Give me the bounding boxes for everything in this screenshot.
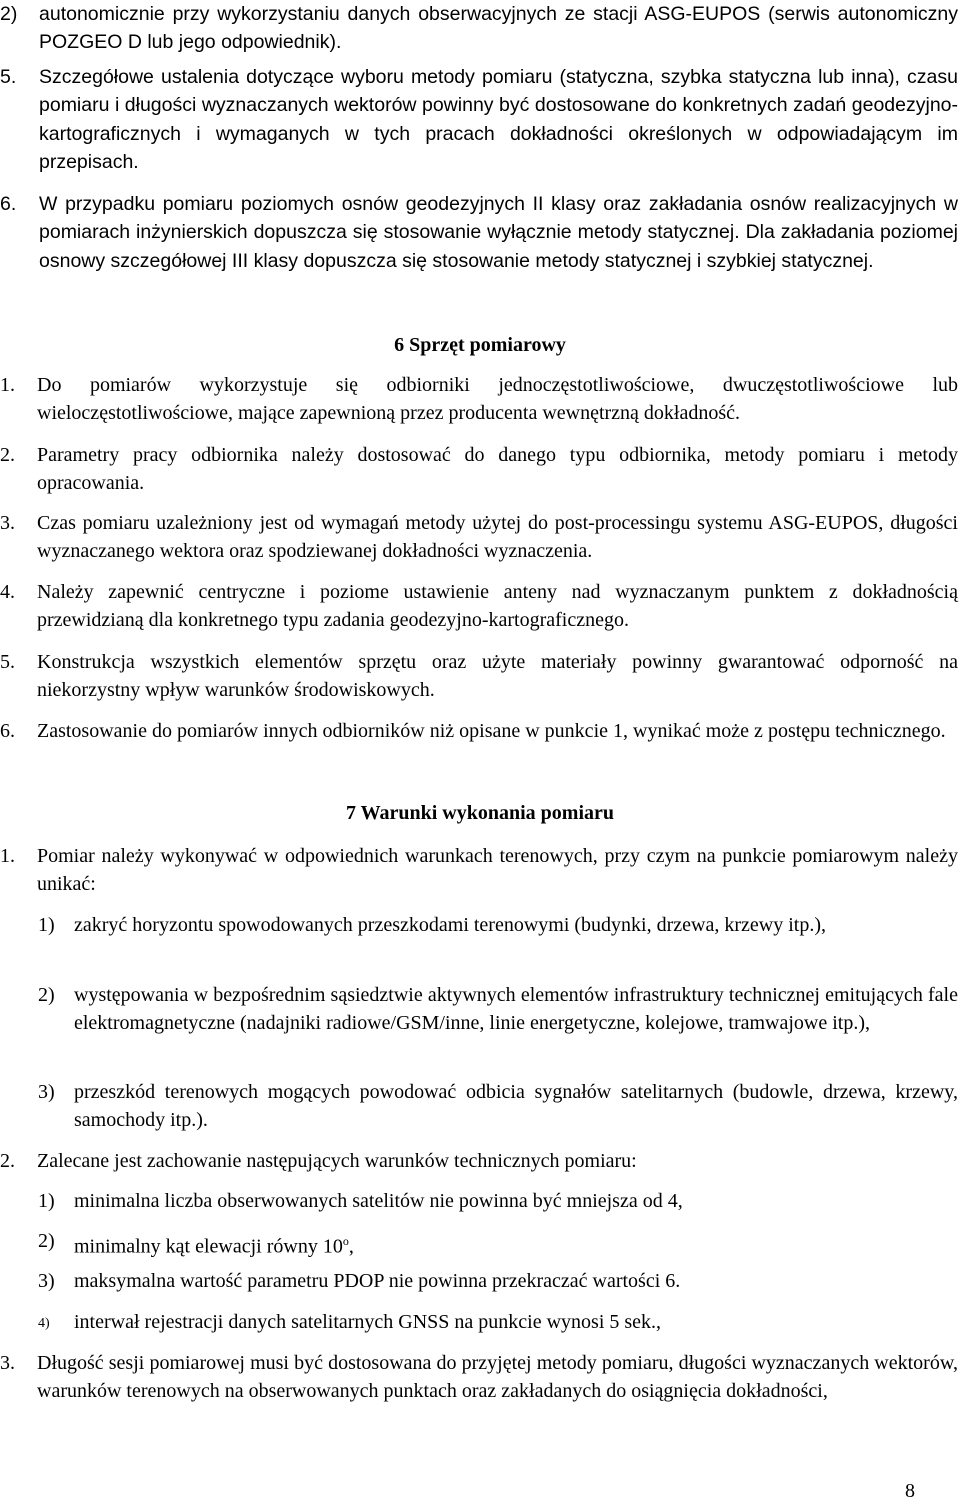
list-item [0,1349,958,1406]
item-number: 3. [0,512,15,534]
item-number: 2) [0,3,18,25]
item-number: 6. [0,193,17,215]
sub-item-number: 2) [38,984,55,1006]
sub-list-item [38,1267,958,1295]
list-item [0,190,958,275]
item-number: 4. [0,581,15,603]
sub-list-item [38,1227,958,1261]
sub-list-item [38,1078,958,1135]
item-text: Szczegółowe ustalenia dotyczące wyboru metody pomiaru (statyczna, szybka statyczna lub inna), czasu pomiaru i długości wyznaczanych wektorów powinny być dostosowane do konkretnych zadań geodezyjno-kartograficznych i wymaganych w tych pracach dokładności określonych w odpowiadającym im przepisach. [39,66,958,173]
sub-item-number: 2) [38,1230,55,1252]
item-text: Parametry pracy odbiornika należy dostosować do danego typu odbiornika, metody pomiaru i metody opracowania. [37,444,958,495]
sub-item-text: przeszkód terenowych mogących powodować odbicia sygnałów satelitarnych (budowle, drzewa, krzewy, samochody itp.). [74,1081,958,1132]
list-item [0,63,958,176]
item-number: 5. [0,66,17,88]
sub-item-number: 4) [38,1316,50,1331]
item-text: Czas pomiaru uzależniony jest od wymagań metody użytej do post-processingu systemu ASG-EUPOS, długości wyznaczanego wektora oraz spodziewanej dokładności wyznaczenia. [37,512,958,563]
elevation-suffix: , [348,1235,354,1258]
item-number: 2. [0,444,15,466]
sub-item-number: 3) [38,1081,55,1103]
item-text: Pomiar należy wykonywać w odpowiednich warunkach terenowych, przy czym na punkcie pomiarowym należy unikać: [37,845,958,896]
item-text: autonomicznie przy wykorzystaniu danych obserwacyjnych ze stacji ASG-EUPOS (serwis autonomiczny POZGEO D lub jego odpowiednik). [39,3,958,54]
item-text: Do pomiarów wykorzystuje się odbiorniki jednoczęstotliwościowe, dwuczęstotliwościowe lub wieloczęstotliwościowe, mające zapewnioną przez producenta wewnętrzną dokładność. [37,374,958,425]
list-item [0,0,958,57]
list-item [0,648,958,705]
item-number: 6. [0,720,15,742]
degree-superscript: o [342,1234,349,1248]
item-number: 1. [0,374,15,396]
list-item [0,509,958,566]
item-number: 5. [0,651,15,673]
sub-item-text [74,1227,958,1261]
item-text: Długość sesji pomiarowej musi być dostosowana do przyjętej metody pomiaru, długości wyznaczanych wektorów, warunków terenowych na obserwowanych punktach oraz zakładanych do osiągnięcia dokładności, [37,1352,958,1403]
list-item [0,842,958,899]
sub-list-item [38,1187,958,1215]
sub-item-number: 1) [38,1190,55,1212]
list-item [0,1147,958,1175]
page-number: 8 [905,1480,915,1502]
list-item [0,717,958,745]
elevation-text: minimalny kąt elewacji równy 10 [74,1235,343,1258]
item-number: 1. [0,845,15,867]
list-item [0,371,958,428]
list-item [0,441,958,498]
sub-item-text: występowania w bezpośrednim sąsiedztwie aktywnych elementów infrastruktury technicznej emitujących fale elektromagnetyczne (nadajniki radiowe/GSM/inne, linie energetyczne, kolejowe, tramwajowe itp.), [74,984,958,1035]
section-heading: 6 Sprzęt pomiarowy [394,334,566,356]
sub-list-item [38,911,958,939]
sub-list-item [38,981,958,1038]
item-text: Należy zapewnić centryczne i poziome ustawienie anteny nad wyznaczanym punktem z dokładnością przewidzianą dla konkretnego typu zadania geodezyjno-kartograficznego. [37,581,958,632]
item-number: 2. [0,1150,15,1172]
sub-item-text: zakryć horyzontu spowodowanych przeszkodami terenowymi (budynki, drzewa, krzewy itp.), [74,914,826,936]
item-text: W przypadku pomiaru poziomych osnów geodezyjnych II klasy oraz zakładania osnów realizacyjnych w pomiarach inżynierskich dopuszcza się stosowanie wyłącznie metody statycznej. Dla zakładania poziomej osnowy szczegółowej III klasy dopuszcza się stosowanie metody statycznej i szybkiej statycznej. [39,193,958,272]
item-text: Konstrukcja wszystkich elementów sprzętu oraz użyte materiały powinny gwarantować odporność na niekorzystny wpływ warunków środowiskowych. [37,651,958,702]
sub-item-text: minimalna liczba obserwowanych satelitów nie powinna być mniejsza od 4, [74,1190,683,1212]
sub-item-text: maksymalna wartość parametru PDOP nie powinna przekraczać wartości 6. [74,1270,681,1292]
sub-item-number: 3) [38,1270,55,1292]
list-item [0,578,958,635]
sub-list-item [38,1308,958,1336]
item-text: Zastosowanie do pomiarów innych odbiorników niż opisane w punkcie 1, wynikać może z postępu technicznego. [37,720,946,742]
item-text: Zalecane jest zachowanie następujących warunków technicznych pomiaru: [37,1150,637,1172]
section-heading: 7 Warunki wykonania pomiaru [345,802,615,824]
sub-item-text: interwał rejestracji danych satelitarnych GNSS na punkcie wynosi 5 sek., [74,1311,662,1333]
sub-item-number: 1) [38,914,55,936]
item-number: 3. [0,1352,15,1374]
